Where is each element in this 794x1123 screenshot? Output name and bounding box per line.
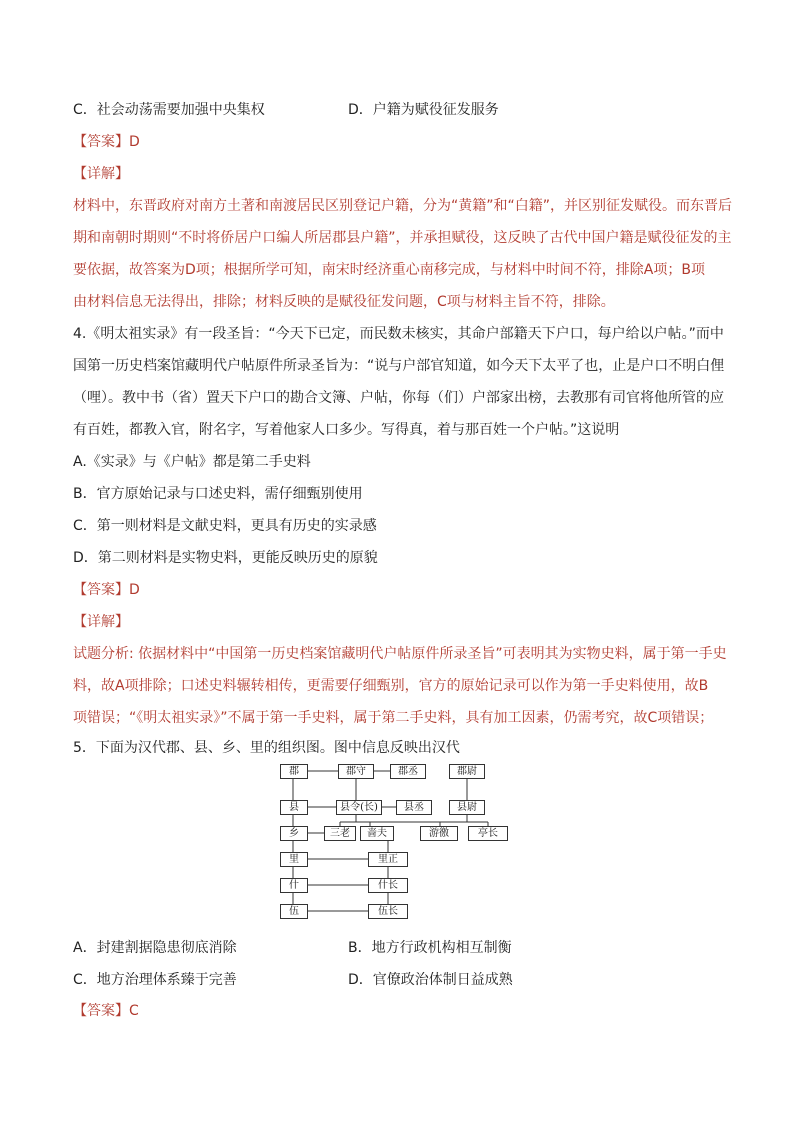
box-wu: 伍 <box>280 904 308 919</box>
q3-answer: 【答案】D <box>73 134 140 150</box>
q5-option-b: B．地方行政机构相互制衡 <box>348 940 512 956</box>
q4-option-c: C．第一则材料是文献史料，更具有历史的实录感 <box>73 518 377 534</box>
box-junwei: 郡尉 <box>449 764 485 779</box>
q4-stem-line: （哩）。教中书（省）置天下户口的勘合文簿、户帖，你每（们）户部家出榜，去教那有司官将他所管的应 <box>73 390 724 406</box>
box-shizhang: 什长 <box>368 878 408 893</box>
q5-option-a: A．封建割据隐患彻底消除 <box>73 940 237 956</box>
box-sanlao: 三老 <box>324 826 356 841</box>
box-sefu: 啬夫 <box>360 826 394 841</box>
q5-stem: 5．下面为汉代郡、县、乡、里的组织图。图中信息反映出汉代 <box>73 740 460 756</box>
box-tingzhang: 亭长 <box>468 826 508 841</box>
q3-option-d: D．户籍为赋役征发服务 <box>348 102 499 118</box>
han-organization-diagram <box>268 762 524 926</box>
q5-option-c: C．地方治理体系臻于完善 <box>73 972 237 988</box>
q4-stem-line: 国第一历史档案馆藏明代户帖原件所录圣旨为：“说与户部官知道，如今天下太平了也，止是户口不明白俚 <box>73 358 725 374</box>
q3-analysis-line: 材料中，东晋政府对南方土著和南渡居民区别登记户籍，分为“黄籍”和“白籍”，并区别征发赋役。而东晋后 <box>73 198 733 214</box>
box-jun: 郡 <box>280 764 308 779</box>
q5-answer: 【答案】C <box>73 1003 139 1019</box>
q4-analysis-line: 试题分析: 依据材料中“中国第一历史档案馆藏明代户帖原件所录圣旨”可表明其为实物史料，属于第一手史 <box>73 646 727 662</box>
box-xiancheng: 县丞 <box>396 800 432 815</box>
box-xianwei: 县尉 <box>449 800 485 815</box>
box-wuzhang: 伍长 <box>368 904 408 919</box>
q3-detail-label: 【详解】 <box>73 166 129 182</box>
box-youjiao: 游徼 <box>420 826 458 841</box>
q4-analysis-line: 料，故A项排除；口述史料辗转相传，更需要仔细甄别，官方的原始记录可以作为第一手史料使用，故B <box>73 678 709 694</box>
q4-detail-label: 【详解】 <box>73 614 129 630</box>
box-xian: 县 <box>280 800 308 815</box>
q5-option-d: D．官僚政治体制日益成熟 <box>348 972 513 988</box>
box-xiang: 乡 <box>280 826 308 841</box>
q3-analysis-line: 由材料信息无法得出，排除；材料反映的是赋役征发问题，C项与材料主旨不符，排除。 <box>73 294 615 310</box>
box-juncheng: 郡丞 <box>390 764 426 779</box>
q4-stem-line: 有百姓，都教入官，附名字，写着他家人口多少。写得真，着与那百姓一个户帖。”这说明 <box>73 422 620 438</box>
q3-analysis-line: 要依据，故答案为D项；根据所学可知，南宋时经济重心南移完成，与材料中时间不符，排除A项；B项 <box>73 262 705 278</box>
box-junshou: 郡守 <box>338 764 374 779</box>
box-shi: 什 <box>280 878 308 893</box>
q3-analysis-line: 期和南朝时期则“不时将侨居户口编人所居郡县户籍”，并承担赋役，这反映了古代中国户籍是赋役征发的主 <box>73 230 732 246</box>
box-lizheng: 里正 <box>368 852 408 867</box>
q4-analysis-line: 项错误；“《明太祖实录》”不属于第一手史料，属于第二手史料，具有加工因素，仍需考究，故C项错误； <box>73 710 714 726</box>
box-li: 里 <box>280 852 308 867</box>
q4-option-a: A.《实录》与《户帖》都是第二手史料 <box>73 454 311 470</box>
q4-option-d: D．第二则材料是实物史料，更能反映历史的原貌 <box>73 550 378 566</box>
diagram-connectors <box>268 762 524 926</box>
q4-option-b: B．官方原始记录与口述史料，需仔细甄别使用 <box>73 486 363 502</box>
box-xianling: 县令(长) <box>336 800 382 815</box>
q4-stem-line: 4.《明太祖实录》有一段圣旨：“今天下已定，而民数未核实，其命户部籍天下户口，每户给以户帖。”而中 <box>73 326 724 342</box>
q3-option-c: C．社会动荡需要加强中央集权 <box>73 102 265 118</box>
q4-answer: 【答案】D <box>73 582 140 598</box>
